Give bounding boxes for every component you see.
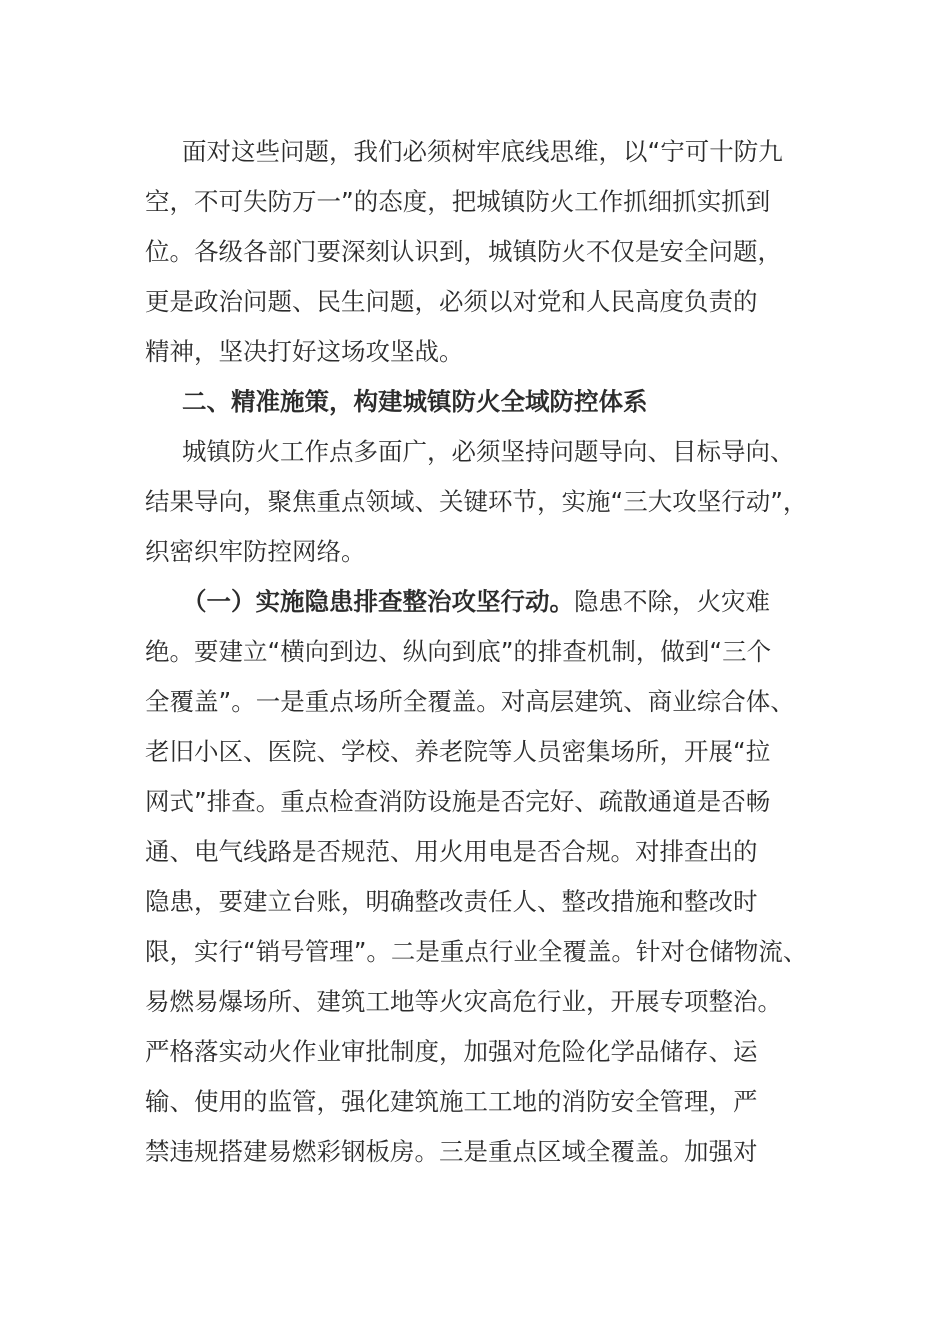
paragraph-1 bbox=[145, 127, 825, 377]
section-heading-2: 二、精准施策，构建城镇防火全域防控体系 bbox=[182, 387, 648, 416]
paragraph-2 bbox=[145, 427, 825, 577]
paragraph-line: 全覆盖”。一是重点场所全覆盖。对高层建筑、商业综合体、 bbox=[145, 687, 795, 716]
paragraph-line: 输、使用的监管，强化建筑施工工地的消防安全管理，严 bbox=[145, 1087, 758, 1116]
paragraph-line: 禁违规搭建易燃彩钢板房。三是重点区域全覆盖。加强对 bbox=[145, 1137, 758, 1166]
paragraph-line-rest: 隐患不除，火灾难 bbox=[574, 587, 770, 616]
paragraph-first-line bbox=[145, 577, 825, 627]
paragraph-line: 绝。要建立“横向到边、纵向到底”的排查机制，做到“三个 bbox=[145, 637, 772, 666]
subsection-lead: （一）实施隐患排查整治攻坚行动。 bbox=[182, 587, 574, 616]
paragraph-line: 织密织牢防控网络。 bbox=[145, 537, 366, 566]
paragraph-line: 隐患，要建立台账，明确整改责任人、整改措施和整改时 bbox=[145, 887, 758, 916]
paragraph-line: 网式”排查。重点检查消防设施是否完好、疏散通道是否畅 bbox=[145, 787, 771, 816]
paragraph-line: 空，不可失防万一”的态度，把城镇防火工作抓细抓实抓到 bbox=[145, 187, 771, 216]
paragraph-line: 精神，坚决打好这场攻坚战。 bbox=[145, 337, 464, 366]
paragraph-line: 严格落实动火作业审批制度，加强对危险化学品储存、运 bbox=[145, 1037, 758, 1066]
paragraph-line: 城镇防火工作点多面广，必须坚持问题导向、目标导向、 bbox=[182, 437, 795, 466]
paragraph-line: 易燃易爆场所、建筑工地等火灾高危行业，开展专项整治。 bbox=[145, 987, 782, 1016]
document-body bbox=[145, 127, 825, 1177]
paragraph-line: 通、电气线路是否规范、用火用电是否合规。对排查出的 bbox=[145, 837, 758, 866]
paragraph-line: 更是政治问题、民生问题，必须以对党和人民高度负责的 bbox=[145, 287, 758, 316]
paragraph-3 bbox=[145, 577, 825, 1177]
paragraph-line: 老旧小区、医院、学校、养老院等人员密集场所，开展“拉 bbox=[145, 737, 771, 766]
paragraph-line: 面对这些问题，我们必须树牢底线思维，以“宁可十防九 bbox=[182, 137, 783, 166]
paragraph-line: 限，实行“销号管理”。二是重点行业全覆盖。针对仓储物流、 bbox=[145, 937, 808, 966]
paragraph-line: 位。各级各部门要深刻认识到，城镇防火不仅是安全问题， bbox=[145, 237, 782, 266]
paragraph-line: 结果导向，聚焦重点领域、关键环节，实施“三大攻坚行动”， bbox=[145, 487, 808, 516]
